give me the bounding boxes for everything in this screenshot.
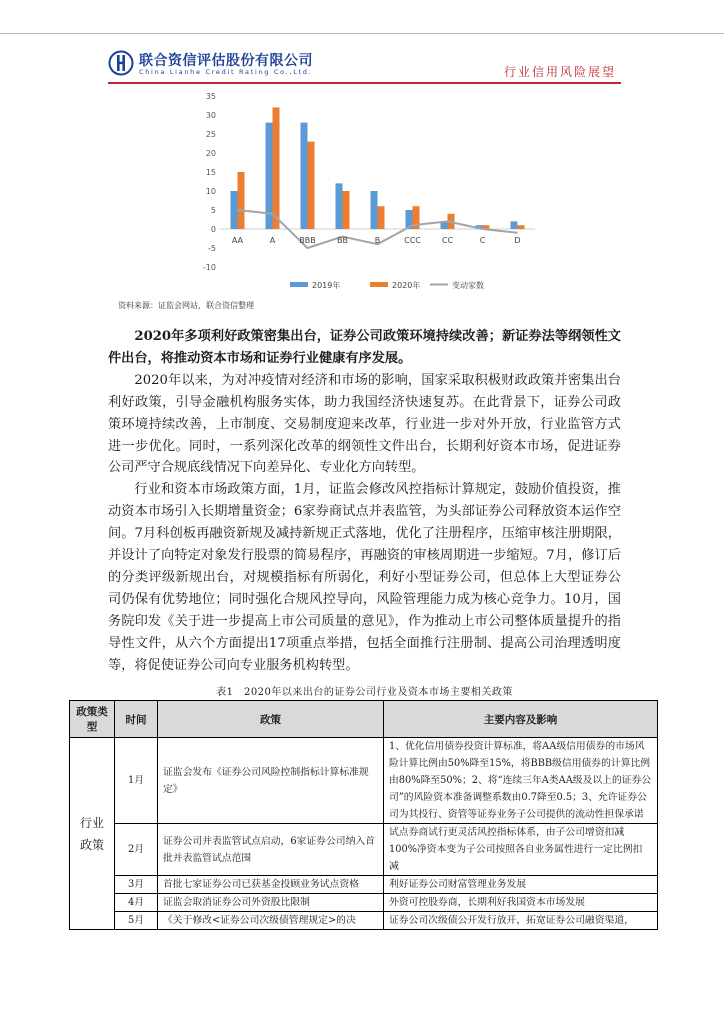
bar-2020年-AA [238,172,245,229]
table-row [70,894,658,912]
table-caption: 表1 2020年以来出台的证券公司行业及资本市场主要相关政策 [216,687,513,698]
x-tick-label: CC [441,236,454,245]
y-tick-label: -10 [202,263,216,272]
y-tick-label: 20 [205,149,216,158]
legend-label: 2019年 [312,281,341,290]
table-row [70,824,658,876]
y-tick-label: 25 [205,130,216,139]
bar-2019年-BB [336,183,343,229]
table-row [70,738,658,824]
policy-type-cell: 行业政策 [70,738,115,930]
x-tick-label: A [269,236,276,245]
row-impact: 利好证券公司财富管理业务发展 [384,876,658,894]
bar-2019年-BBB [301,123,308,229]
y-tick-label: 30 [205,111,216,120]
bar-2020年-B [378,206,385,229]
legend-label: 2020年 [392,281,421,290]
bar-2019年-AA [231,191,238,229]
company-name-cn: 联合资信评估股份有限公司 [139,53,313,69]
legend-swatch [370,282,388,287]
paragraph-2: 行业和资本市场政策方面，1月，证监会修改风控指标计算规定，鼓励价值投资，推动资本市场引入长期增量资金；6家券商试点并表监管，为头部证券公司释放资本运作空间。7月科创板再融资新规及减持新规正式落地，优化了注册程序，压缩审核注册期限，并设计了向特定对象发行股票的简易程序，再融资的审核周期进一步缩短。7月，修订后的分类评级新规出台，对规模指标有所弱化，利好小型证券公司，但总体上大型证券公司仍保有优势地位；同时强化合规风控导向，风险管理能力成为核心竞争力。10月，国务院印发《关于进一步提高上市公司质量的意见》，作为推动上市公司整体质量提升的指导性文件，从六个方面提出17项重点举措，包括全面推行注册制、提高公司治理透明度等，将促使证券公司向专业服务机构转型。 [108,482,621,673]
section-title: 行业信用风险展望 [504,65,617,79]
row-policy: 证监会发布《证券公司风险控制指标计算标准规定》 [158,738,384,824]
legend-label: 变动家数 [452,281,484,290]
bar-2019年-B [371,191,378,229]
x-tick-label: AA [231,236,244,245]
table-row [70,876,658,894]
section-body [108,326,621,677]
bar-2020年-D [518,225,525,229]
row-policy: 首批七家证券公司已获基金投顾业务试点资格 [158,876,384,894]
policy-table [69,700,658,930]
paragraph-1: 2020年以来，为对冲疫情对经济和市场的影响，国家采取积极财政政策并密集出台利好政策，引导金融机构服务实体，助力我国经济快速复苏。在此背景下，证券公司政策环境持续改善，上市制度、交易制度迎来改革，行业进一步对外开放，行业监管方式进一步优化。同时，一系列深化改革的纲领性文件出台，长期利好资本市场，促进证券公司严守合规底线情况下向差异化、专业化方向转型。 [108,372,621,476]
chart-source: 资料来源：证监会网站，联合资信整理 [118,301,254,310]
legend-swatch [290,282,308,287]
row-impact: 试点券商试行更灵活风控指标体系，由子公司增资扣减100%净资本变为子公司按照各自业务属性进行一定比例扣减 [384,824,658,876]
y-tick-label: 10 [205,187,216,196]
header-impact: 主要内容及影响 [384,701,658,738]
x-tick-label: C [479,236,486,245]
row-policy: 《关于修改<证券公司次级债管理规定>的决 [158,912,384,930]
row-time: 2月 [115,824,158,876]
row-time: 3月 [115,876,158,894]
bar-2020年-A [273,107,280,229]
row-policy: 证监会取消证券公司外资股比限制 [158,894,384,912]
row-impact: 外资可控股券商，长期利好我国资本市场发展 [384,894,658,912]
y-tick-label: 0 [210,225,216,234]
top-rule [0,33,724,34]
y-tick-label: 15 [205,168,216,177]
x-tick-label: B [374,236,381,245]
rating-distribution-chart [195,88,565,298]
x-tick-label: D [514,236,521,245]
table-row [70,912,658,930]
row-impact [384,738,658,824]
company-name-en: China Lianhe Credit Rating Co.,Ltd. [139,68,313,76]
bar-2020年-BB [343,191,350,229]
row-time: 4月 [115,894,158,912]
y-tick-label: 35 [205,92,216,101]
row-impact: 证券公司次级债公开发行放开，拓宽证券公司融资渠道， [384,912,658,930]
row-time: 5月 [115,912,158,930]
x-tick-label: BBB [299,236,316,245]
header-time: 时间 [115,701,158,738]
x-tick-label: CCC [404,236,421,245]
header-rule [108,82,621,84]
bar-2020年-BBB [308,142,315,229]
y-tick-label: 5 [210,206,216,215]
x-tick-label: BB [337,236,348,245]
company-logo-icon [108,50,134,76]
bar-2019年-D [511,221,518,229]
row-policy: 证券公司并表监管试点启动，6家证券公司纳入首批并表监管试点范围 [158,824,384,876]
header-policy: 政策 [158,701,384,738]
section-lead: 2020年多项利好政策密集出台，证券公司政策环境持续改善；新证券法等纲领性文件出台，将推动资本市场和证券行业健康有序发展。 [108,329,621,366]
y-tick-label: -5 [208,244,216,253]
row-impact-text: 1、优化信用债券投资计算标准，将AA级信用债券的市场风险计算比例由50%降至15%，将BBB级信用债券的计算比例由80%降至50%；2、将“连续三年A类AA级及以上的证券公司”的风险资本准备调整系数由0.7降至0.5；3、允许证券公司为其投行、资管等证券业务子公司提供的流动性担保承诺 [389,741,652,820]
table-header-row [70,701,658,738]
row-time: 1月 [115,738,158,824]
header-type: 政策类型 [70,701,115,738]
